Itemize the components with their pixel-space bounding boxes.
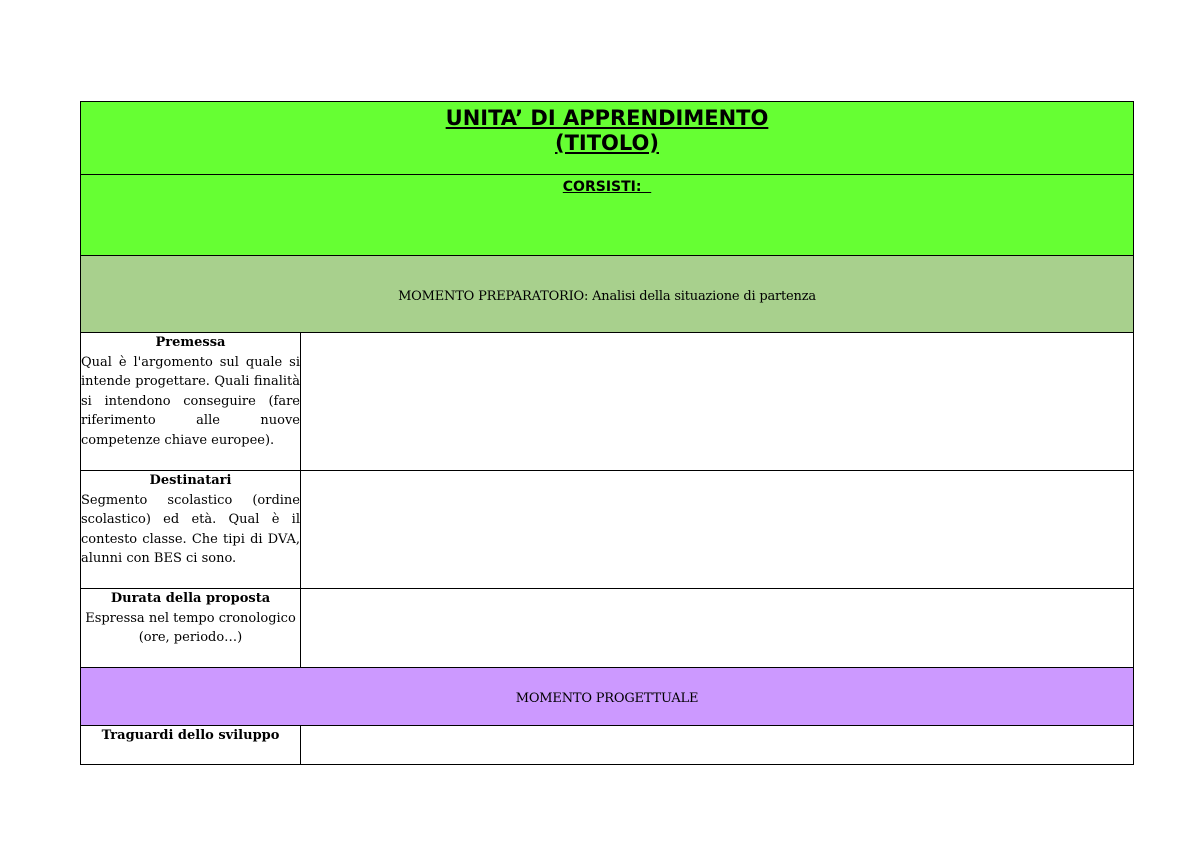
title-line-2: (TITOLO) xyxy=(555,131,659,155)
project-section-cell xyxy=(81,668,1134,726)
traguardi-row xyxy=(81,726,1134,765)
title-line-1: UNITA’ DI APPRENDIMENTO xyxy=(445,106,769,130)
premessa-label-cell xyxy=(81,333,301,471)
durata-description: Espressa nel tempo cronologico (ore, periodo…) xyxy=(85,610,296,645)
durata-label-cell xyxy=(81,589,301,668)
durata-input-cell[interactable] xyxy=(301,589,1134,668)
document-title xyxy=(81,102,1133,156)
learning-unit-table xyxy=(80,101,1134,765)
traguardi-label-cell xyxy=(81,726,301,765)
destinatari-row xyxy=(81,471,1134,589)
destinatari-label-cell xyxy=(81,471,301,589)
title-cell xyxy=(81,102,1134,175)
preparatory-section-cell xyxy=(81,256,1134,333)
destinatari-title: Destinatari xyxy=(149,473,232,488)
premessa-row xyxy=(81,333,1134,471)
destinatari-input-cell[interactable] xyxy=(301,471,1134,589)
destinatari-description: Segmento scolastico (ordine scolastico) ed età. Qual è il contesto classe. Che tipi di DVA, alunni con BES ci sono. xyxy=(81,492,300,566)
project-section-title: MOMENTO PROGETTUALE xyxy=(515,691,699,706)
project-section-row xyxy=(81,668,1134,726)
corsisti-row xyxy=(81,175,1134,256)
premessa-title: Premessa xyxy=(155,335,226,350)
durata-row xyxy=(81,589,1134,668)
traguardi-title: Traguardi dello sviluppo xyxy=(101,728,280,743)
traguardi-input-cell[interactable] xyxy=(301,726,1134,765)
durata-title: Durata della proposta xyxy=(110,591,271,606)
preparatory-section-row xyxy=(81,256,1134,333)
corsisti-label: CORSISTI: xyxy=(562,179,652,195)
title-row xyxy=(81,102,1134,175)
corsisti-cell[interactable] xyxy=(81,175,1134,256)
premessa-description: Qual è l'argomento sul quale si intende progettare. Quali finalità si intendono conseguire (fare riferimento alle nuove competenze chiave europee). xyxy=(81,354,300,448)
preparatory-section-title: MOMENTO PREPARATORIO: Analisi della situazione di partenza xyxy=(398,288,816,304)
premessa-input-cell[interactable] xyxy=(301,333,1134,471)
